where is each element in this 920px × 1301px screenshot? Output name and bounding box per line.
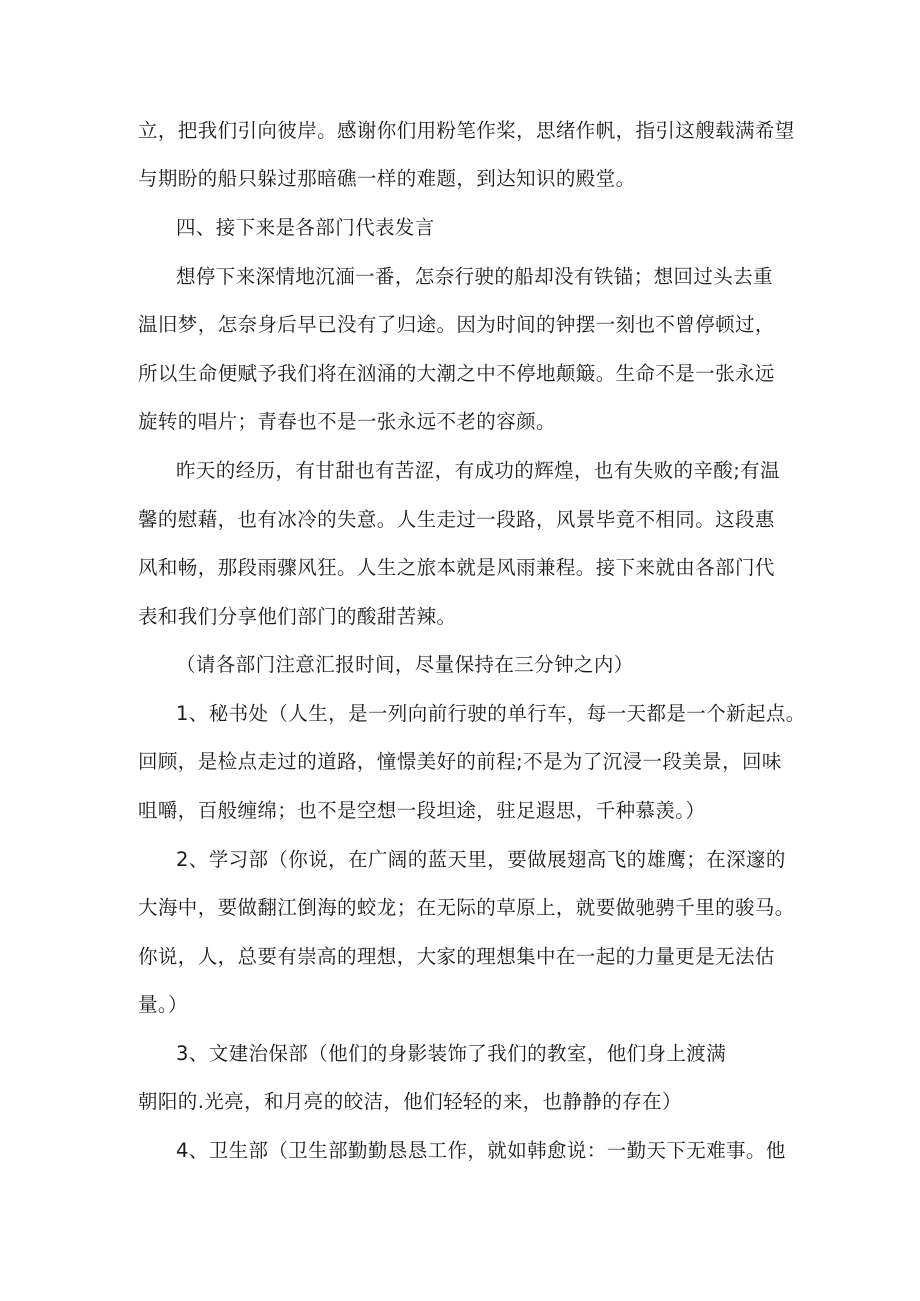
item-1-line-2: 回顾，是检点走过的道路，憧憬美好的前程;不是为了沉浸一段美景，回味	[138, 750, 782, 773]
paragraph-line-6: 所以生命便赋予我们将在汹涌的大潮之中不停地颠簸。生命不是一张永远	[138, 362, 775, 385]
item-1-line-1: 1、秘书处（人生，是一列向前行驶的单行车，每一天都是一个新起点。	[176, 702, 806, 725]
section-heading: 四、接下来是各部门代表发言	[176, 216, 435, 239]
item-2-line-3: 你说，人，总要有崇高的理想，大家的理想集中在一起的力量更是无法估	[138, 945, 775, 968]
paragraph-line-1: 立，把我们引向彼岸。感谢你们用粉笔作桨，思绪作帆，指引这艘载满希望	[138, 119, 795, 142]
item-3-line-1: 3、文建治保部（他们的身影装饰了我们的教室，他们身上渡满	[176, 1042, 727, 1065]
paragraph-line-9: 馨的慰藉，也有冰冷的失意。人生走过一段路，风景毕竟不相同。这段惠	[138, 508, 775, 531]
item-2-line-1: 2、学习部（你说，在广阔的蓝天里，要做展翅高飞的雄鹰；在深邃的	[176, 848, 786, 871]
item-1-line-3: 咀嚼，百般缠绵；也不是空想一段坦途，驻足遐思，千种慕羡。）	[138, 799, 706, 822]
paragraph-line-5: 温旧梦，怎奈身后早已没有了归途。因为时间的钟摆一刻也不曾停顿过，	[138, 313, 775, 336]
note-line: （请各部门注意汇报时间，尽量保持在三分钟之内）	[176, 653, 634, 676]
item-3-line-2: 朝阳的.光亮，和月亮的皎洁，他们轻轻的来，也静静的存在）	[138, 1090, 682, 1113]
item-4-line-1: 4、卫生部（卫生部勤勤恳恳工作，就如韩愈说：一勤天下无难事。他	[176, 1139, 786, 1162]
paragraph-line-2: 与期盼的船只躲过那暗礁一样的难题，到达知识的殿堂。	[138, 167, 636, 190]
paragraph-line-4: 想停下来深情地沉湎一番，怎奈行驶的船却没有铁锚；想回过头去重	[176, 265, 774, 288]
paragraph-line-11: 表和我们分享他们部门的酸甜苦辣。	[138, 605, 457, 628]
item-2-line-2: 大海中，要做翻江倒海的蛟龙；在无际的草原上，就要做驰骋千里的骏马。	[138, 896, 795, 919]
item-2-line-4: 量。）	[138, 993, 188, 1016]
paragraph-line-8: 昨天的经历，有甘甜也有苦涩，有成功的辉煌，也有失败的辛酸;有温	[176, 459, 780, 482]
paragraph-line-10: 风和畅，那段雨骤风狂。人生之旅本就是风雨兼程。接下来就由各部门代	[138, 556, 775, 579]
paragraph-line-7: 旋转的唱片；青春也不是一张永远不老的容颜。	[138, 410, 556, 433]
